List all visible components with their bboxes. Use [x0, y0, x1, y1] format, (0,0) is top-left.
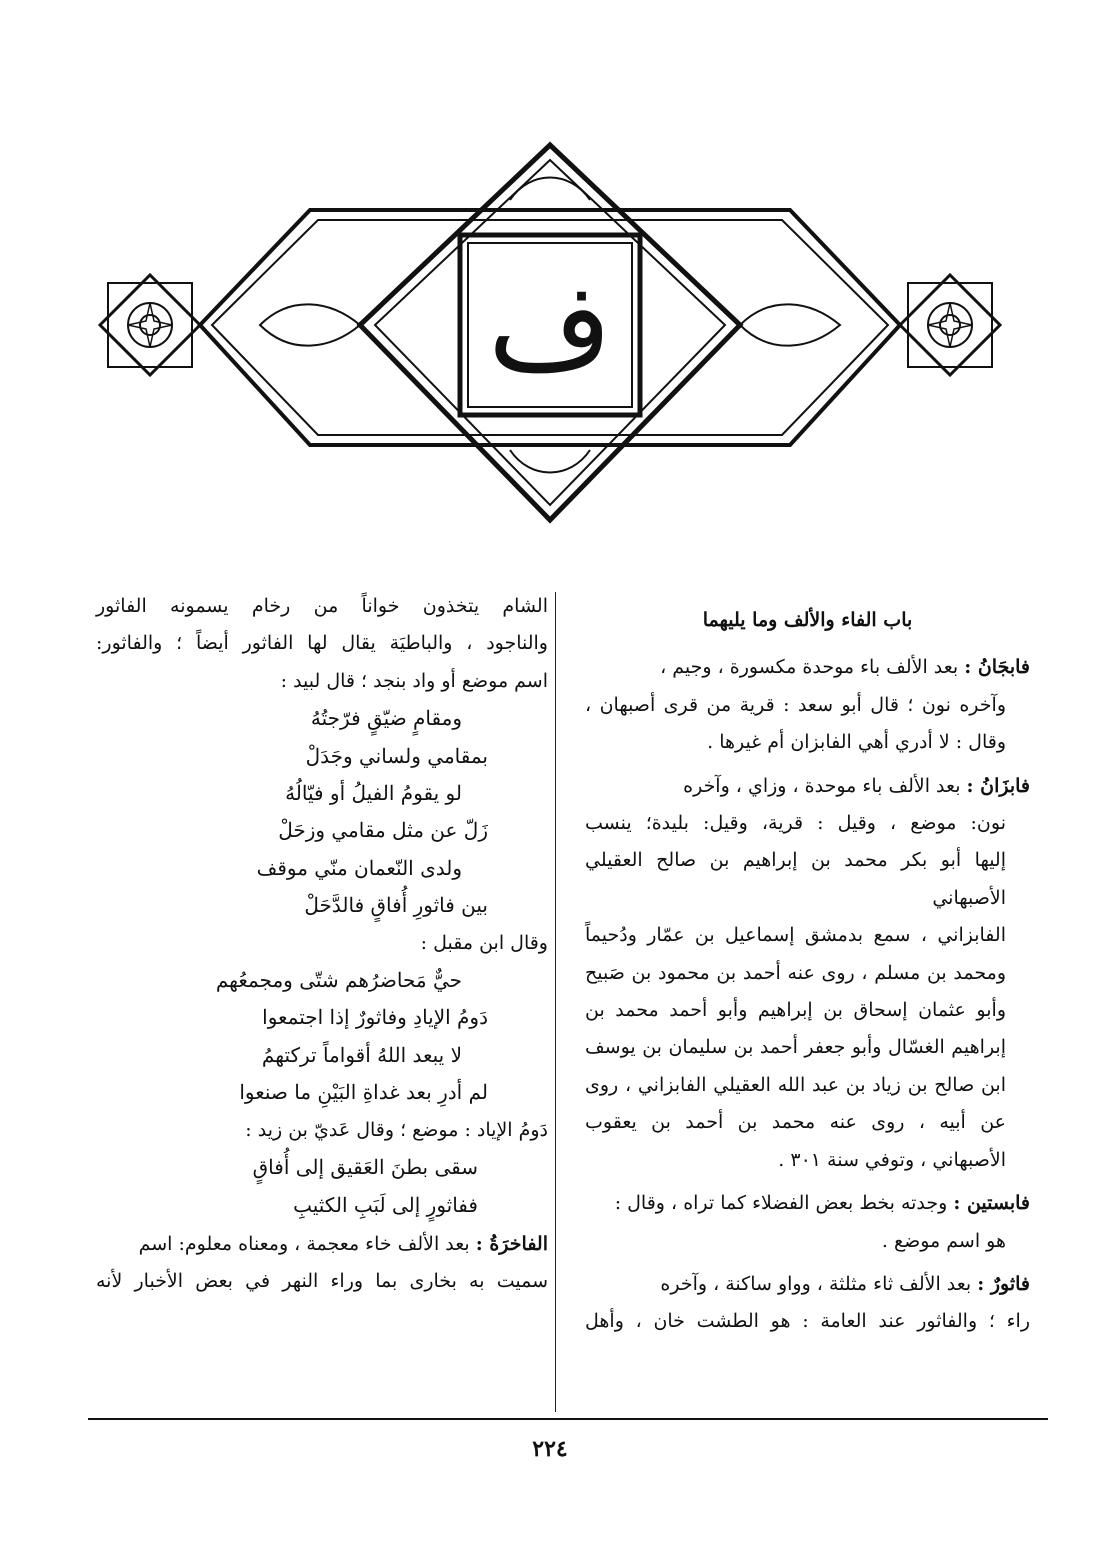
verse-line: ولدى النّعمان منّي موقف	[256, 855, 462, 880]
verse-line: زَلّ عن مثل مقامي وزحَلْ	[278, 818, 488, 843]
prose-line: والناجود ، والباطيَة يقال لها الفاثور أيضاً ؛ والفاثور:	[96, 632, 548, 655]
entry-line: إليها أبو بكر محمد بن إبراهيم بن صالح العقيلي الأصبهاني	[585, 849, 1006, 909]
entry-line: ابن صالح بن زياد بن عبد الله العقيلي الفابزاني ، روى	[585, 1073, 1006, 1096]
entry-line: هو اسم موضع .	[881, 1229, 1006, 1252]
entry-term: فابجَانُ :	[964, 656, 1030, 679]
entry-line: وأبو عثمان إسحاق بن إبراهيم وأبو أحمد محمد بن	[585, 999, 1006, 1022]
left-column	[96, 588, 548, 1418]
verse-line: حيٌّ مَحاضرُهم شتّى ومجمعُهم	[215, 968, 462, 993]
entry-fakhira	[96, 1226, 548, 1301]
entry-fabizan	[585, 768, 1030, 1179]
prose-line: الشام يتخذون خواناً من رخام يسمونه الفاثور	[96, 595, 548, 617]
entry-fathur	[585, 1266, 1030, 1341]
verse-line: بمقامي ولساني وجَدَلْ	[305, 743, 488, 768]
verse-line: سقى بطنَ العَقيق إلى أُفاقٍ	[252, 1155, 478, 1180]
prose-line: دَومُ الإياد : موضع ؛ وقال عَديّ بن زيد :	[245, 1118, 548, 1141]
entry-line: إبراهيم الغسّال وأبو جعفر أحمد بن سليمان بن يوسف	[585, 1036, 1006, 1059]
right-column	[585, 588, 1030, 1418]
verse-line: ومقامٍ ضيّقٍ فرّجتُهُ	[310, 706, 462, 731]
entry-term: فاثورٌ :	[977, 1272, 1030, 1295]
entry-line: وآخره نون ؛ قال أبو سعد : قرية من قرى أصبهان ،	[585, 693, 1006, 716]
entry-term: فابزَانُ :	[966, 774, 1030, 797]
entry-first-line: بعد الألف باء موحدة ، وزاي ، وآخره	[683, 774, 961, 797]
entry-fabistin	[585, 1185, 1030, 1260]
verse-line: لم أدرِ بعد غداةِ البَيْنِ ما صنعوا	[239, 1080, 488, 1105]
verse-line: دَومُ الإيادِ وفاثورٌ إذا اجتمعوا	[262, 1005, 488, 1030]
section-title: باب الفاء والألف وما يليهما	[702, 609, 913, 631]
verse-line: لو يقومُ الفيلُ أو فيّالُهُ	[285, 781, 462, 806]
entry-first-line: بعد الألف ثاء مثلثة ، وواو ساكنة ، وآخره	[660, 1272, 972, 1295]
entry-line: عن أبيه ، روى عنه محمد بن أحمد بن يعقوب	[585, 1111, 1006, 1134]
entry-line: سميت به بخارى بما وراء النهر في بعض الأخبار لأنه	[96, 1270, 548, 1293]
entry-line: راء ؛ والفاثور عند العامة : هو الطشت خان ، وأهل	[585, 1310, 1030, 1333]
verse-line: لا يبعد اللهُ أقواماً تركتهمُ	[261, 1042, 462, 1067]
entry-term: الفاخرَةُ :	[475, 1232, 548, 1255]
entry-line: ومحمد بن مسلم ، روى عنه أحمد بن محمود بن صَبيح	[585, 961, 1006, 984]
header-ornament	[60, 140, 1040, 530]
entry-first-line: بعد الألف خاء معجمة ، ومعناه معلوم: اسم	[138, 1232, 470, 1255]
text-columns	[88, 588, 1048, 1408]
footer-rule	[88, 1418, 1048, 1420]
header-letter: ف	[487, 258, 613, 397]
page-number: ٢٢٤	[532, 1436, 568, 1462]
entry-first-line: بعد الألف باء موحدة مكسورة ، وجيم ،	[660, 656, 959, 679]
entry-first-line: وجدته بخط بعض الفضلاء كما تراه ، وقال :	[614, 1192, 948, 1215]
entry-fabijan	[585, 649, 1030, 761]
entry-term: فابستين :	[953, 1192, 1030, 1215]
prose-line: اسم موضع أو واد بنجد ؛ قال لبيد :	[280, 669, 548, 692]
verse-line: بين فاثورِ أُفاقٍ فالدَّحَلْ	[304, 893, 488, 918]
entry-line: الفابزاني ، سمع بدمشق إسماعيل بن عمّار ودُحيماً	[585, 924, 1006, 947]
entry-line: الأصبهاني ، وتوفي سنة ٣٠١ .	[778, 1148, 1006, 1171]
prose-line: وقال ابن مقبل :	[420, 931, 548, 954]
entry-line: وقال : لا أدري أهي الفابزان أم غيرها .	[707, 731, 1006, 754]
entry-line: نون: موضع ، وقيل : قرية، وقيل: بليدة؛ ينسب	[585, 812, 1006, 835]
verse-line: ففاثورٍ إلى لَبَبِ الكثيبِ	[293, 1192, 478, 1217]
